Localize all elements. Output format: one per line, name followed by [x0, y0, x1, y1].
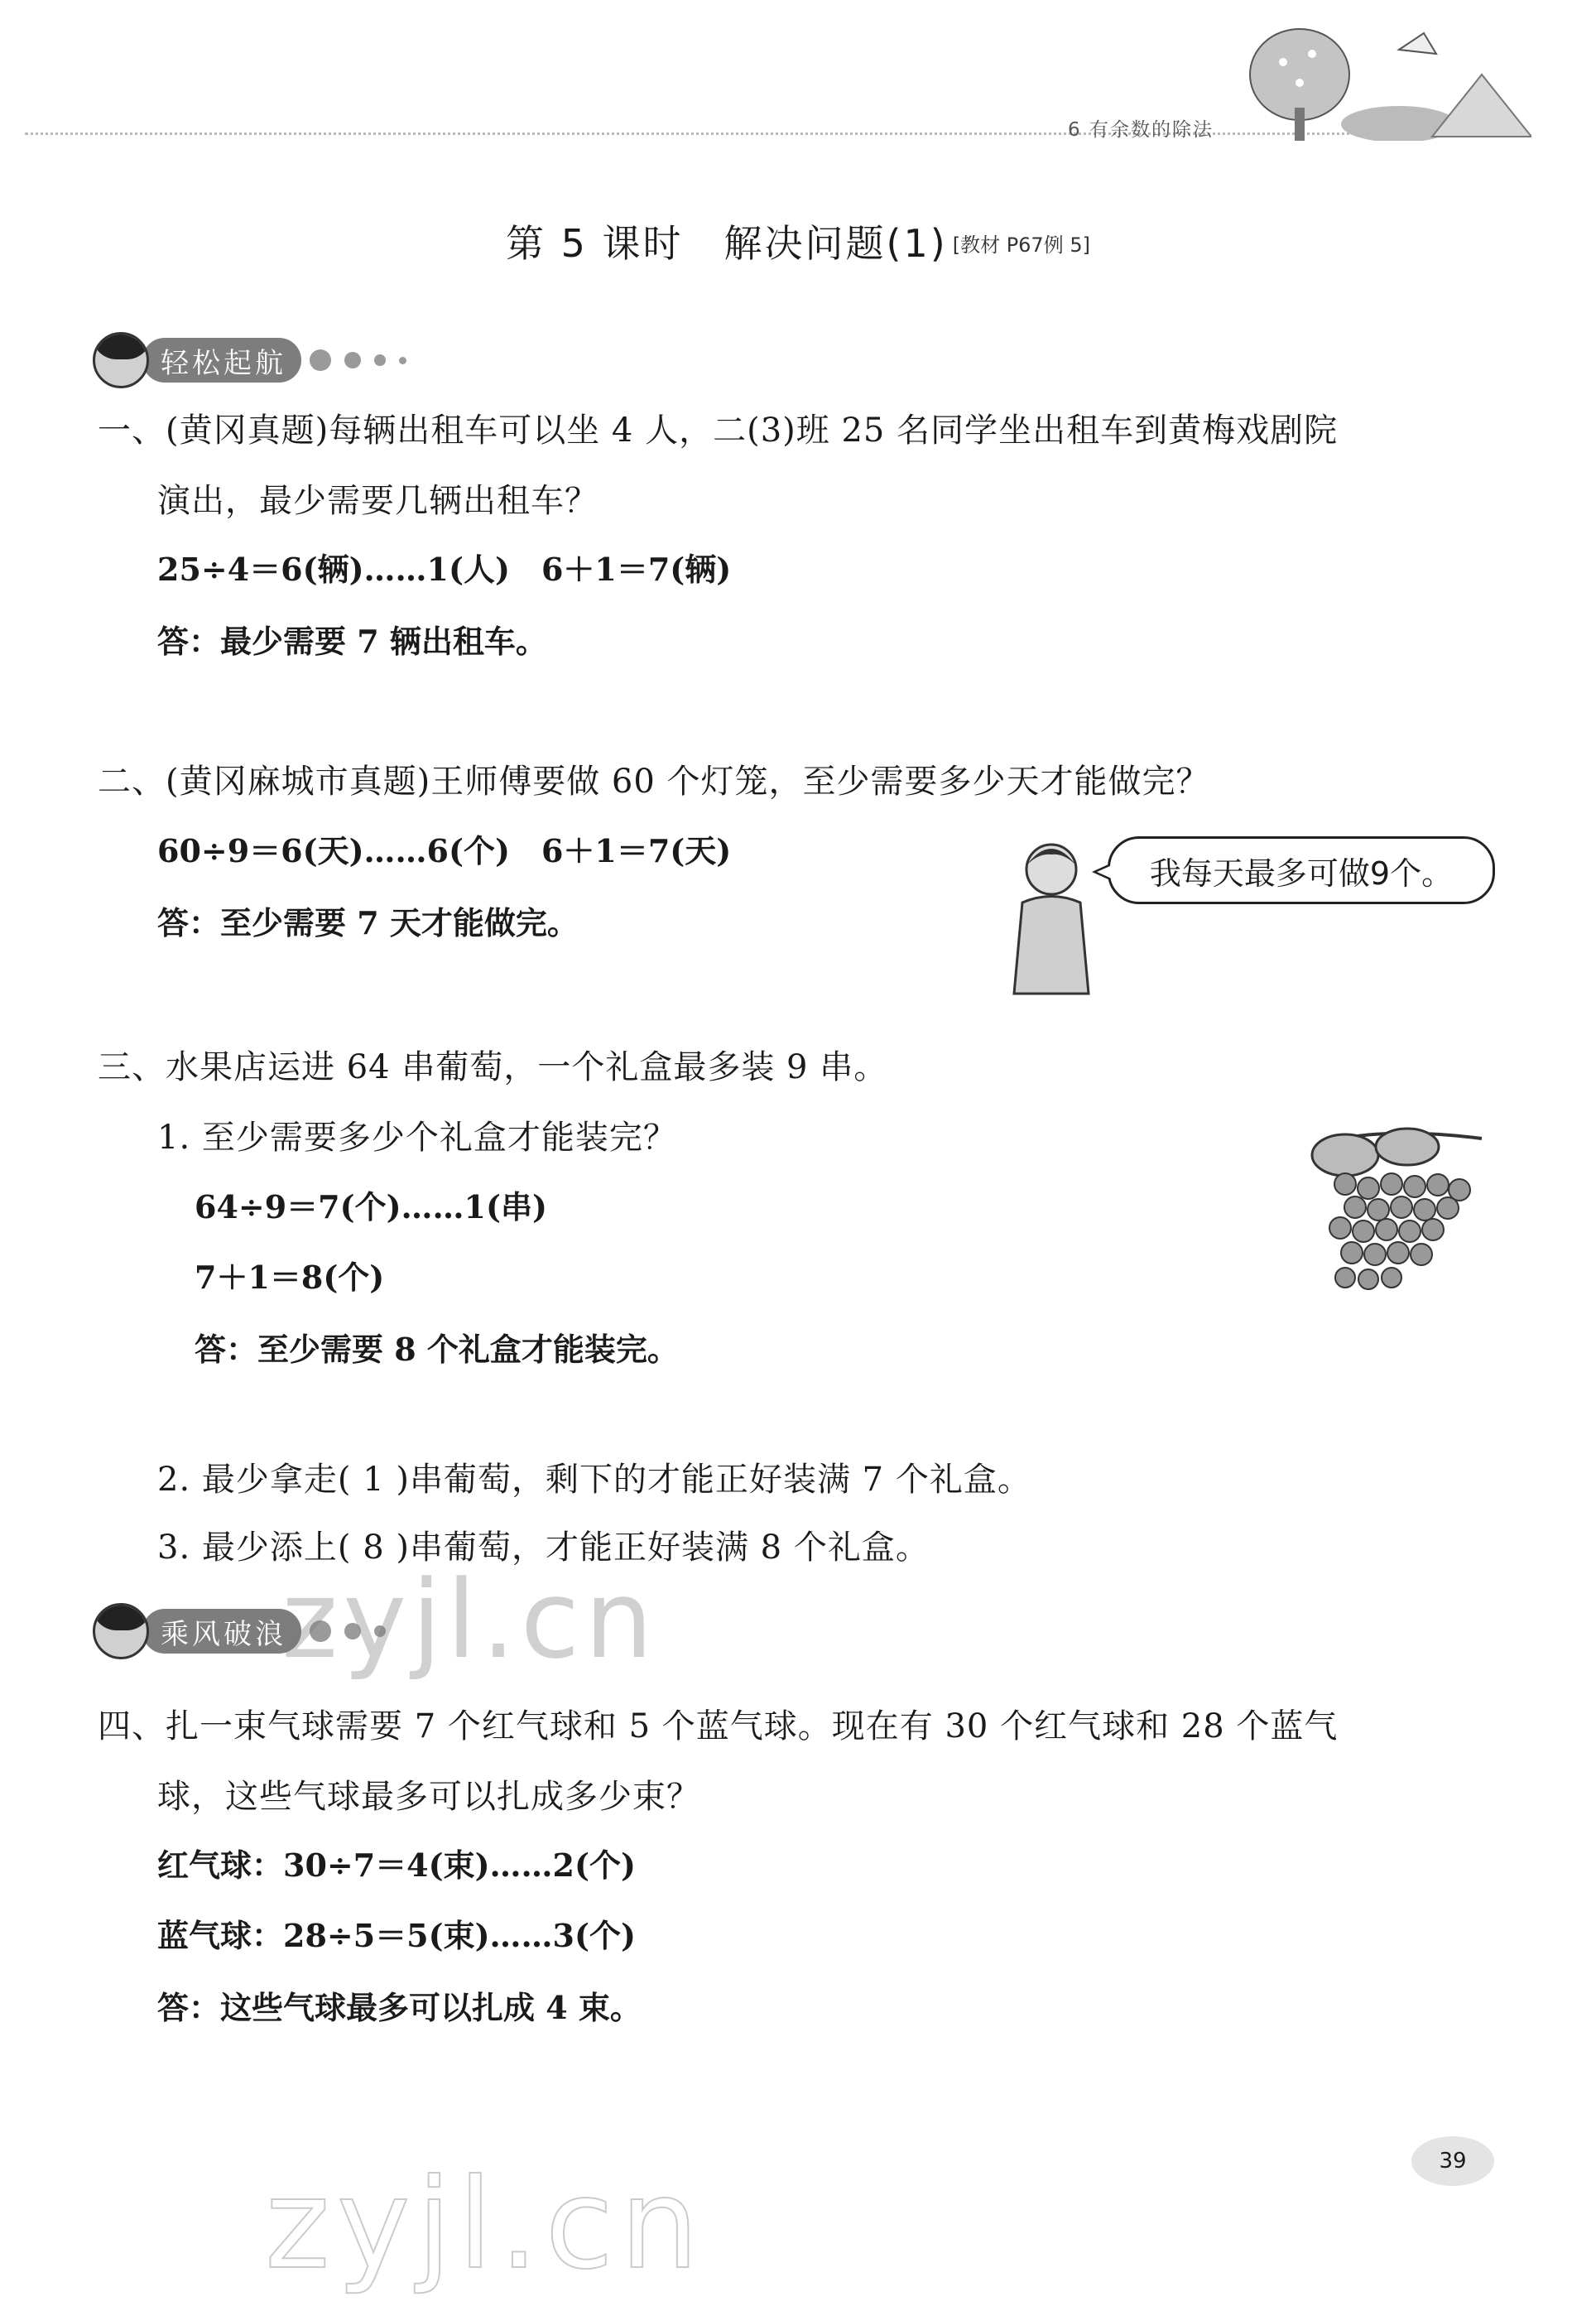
header-tree-illustration — [1233, 17, 1531, 141]
q4-calculation2: 蓝气球：28÷5＝5(束)……3(个) — [157, 1917, 636, 1954]
textbook-reference: [教材 P67例 5] — [952, 234, 1090, 257]
q3-line1: 三、水果店运进 64 串葡萄，一个礼盒最多装 9 串。 — [98, 1048, 888, 1086]
q3-sub1: 1. 至少需要多少个礼盒才能装完？ — [157, 1119, 677, 1157]
q4-line1: 四、扎一束气球需要 7 个红气球和 5 个蓝气球。现在有 30 个红气球和 28 个蓝气 — [98, 1707, 1339, 1745]
decorative-dots — [310, 349, 406, 371]
lesson-title — [0, 214, 1596, 268]
q1-line1: 一、(黄冈真题)每辆出租车可以坐 4 人，二(3)班 25 名同学坐出租车到黄梅戏剧院 — [98, 412, 1339, 450]
q4-line2: 球，这些气球最多可以扎成多少束？ — [157, 1778, 700, 1816]
q1-calculation: 25÷4＝6(辆)……1(人) 6＋1＝7(辆) — [157, 551, 732, 588]
speech-bubble: 我每天最多可做9个。 — [1108, 836, 1495, 904]
girl-avatar-icon — [93, 1603, 149, 1659]
page-number: 39 — [1411, 2136, 1494, 2186]
q3-calculation2: 7＋1＝8(个) — [195, 1259, 385, 1296]
q1-answer: 答：最少需要 7 辆出租车。 — [157, 623, 547, 660]
lesson-title-main: 第 5 课时 解决问题(1) — [506, 221, 948, 266]
q3-calculation1: 64÷9＝7(个)……1(串) — [195, 1188, 547, 1225]
q4-calculation1: 红气球：30÷7＝4(束)……2(个) — [157, 1846, 636, 1884]
q3-answer: 答：至少需要 8 个礼盒才能装完。 — [195, 1331, 679, 1368]
section-badge-first — [93, 331, 406, 389]
q3-sub3: 3. 最少添上( 8 )串葡萄，才能正好装满 8 个礼盒。 — [157, 1529, 930, 1567]
q2-answer: 答：至少需要 7 天才能做完。 — [157, 904, 579, 941]
watermark-mid: zyjl.cn — [281, 1557, 658, 1683]
q2-line1: 二、(黄冈麻城市真题)王师傅要做 60 个灯笼，至少需要多少天才能做完？ — [98, 763, 1210, 801]
section-label: 乘风破浪 — [142, 1609, 301, 1654]
watermark-bottom: zyjl.cn — [265, 2153, 706, 2297]
q3-sub2: 2. 最少拿走( 1 )串葡萄，剩下的才能正好装满 7 个礼盒。 — [157, 1461, 1031, 1499]
grapes-illustration — [1304, 1122, 1494, 1300]
boy-illustration — [1006, 836, 1105, 1002]
chapter-label: 6 有余数的除法 — [1068, 119, 1214, 141]
q1-line2: 演出，最少需要几辆出租车？ — [157, 482, 598, 520]
section-label: 轻松起航 — [142, 338, 301, 383]
q2-calculation: 60÷9＝6(天)……6(个) 6＋1＝7(天) — [157, 832, 732, 869]
girl-avatar-icon — [93, 332, 149, 388]
q4-answer: 答：这些气球最多可以扎成 4 束。 — [157, 1989, 642, 2026]
